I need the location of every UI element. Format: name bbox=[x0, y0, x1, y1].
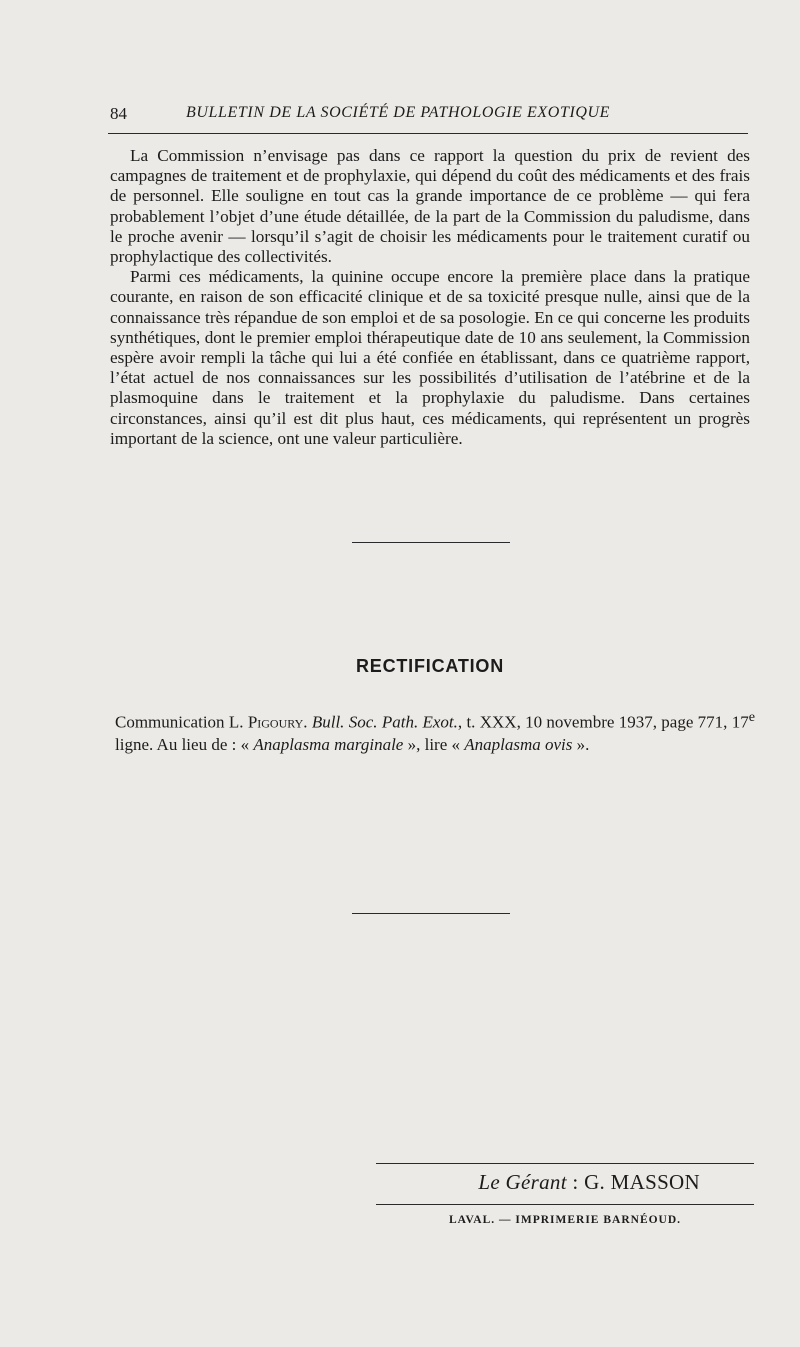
author-period: . bbox=[303, 712, 308, 732]
correction-end: ». bbox=[572, 735, 590, 755]
page-header bbox=[110, 100, 750, 130]
gerant-line bbox=[376, 1170, 700, 1195]
gerant-label: Le Gérant bbox=[478, 1170, 567, 1194]
body-text bbox=[110, 146, 750, 449]
footer-rule-bottom bbox=[376, 1204, 754, 1205]
gerant-separator: : bbox=[566, 1170, 585, 1194]
section-divider bbox=[352, 542, 510, 543]
right-term: Anaplasma ovis bbox=[464, 735, 573, 755]
printer-imprint: LAVAL. — IMPRIMERIE BARNÉOUD. bbox=[448, 1214, 682, 1226]
paragraph: La Commission n’envisage pas dans ce rapport la question du prix de revient des campagnes de traitement et de prophylaxie, qui dépend du coût des médicaments et des frais de personnel. Elle souligne en tout cas la grande importance de ce problème — qui fera probablement l’objet d’une étude détaillée, de la part de la Commission du paludisme, dans le proche avenir — lorsqu’il s’agit de choisir les médicaments pour le traitement curatif ou prophylactique des collectivités. bbox=[110, 146, 750, 267]
gerant-name: G. MASSON bbox=[584, 1170, 700, 1194]
wrong-term: Anaplasma marginale bbox=[253, 735, 404, 755]
section-heading: RECTIFICATION bbox=[355, 656, 505, 676]
running-head: BULLETIN DE LA SOCIÉTÉ DE PATHOLOGIE EXOTIQUE bbox=[186, 104, 611, 121]
paragraph: Parmi ces médicaments, la quinine occupe encore la première place dans la pratique courante, en raison de son efficacité clinique et de sa toxicité presque nulle, ainsi que de la connaissance très répandue de son emploi et de sa posologie. En ce qui concerne les produits synthétiques, dont le premier emploi thérapeutique date de 10 ans seulement, la Commission espère avoir rempli la tâche qui lui a été confiée en établissant, dans ce quatrième rapport, l’état actuel de nos connaissances sur les possibilités d’utilisation de l’atébrine et de la plasmoquine dans le traitement et la prophylaxie du paludisme. Dans certaines circonstances, ainsi qu’il est dit plus haut, ces médicaments, qui représentent un progrès important de la science, ont une valeur particulière. bbox=[110, 267, 750, 448]
journal-title: Bull. Soc. Path. Exot. bbox=[311, 712, 458, 732]
rectification-text bbox=[115, 706, 755, 757]
header-rule bbox=[108, 133, 748, 134]
section-divider bbox=[352, 913, 510, 914]
citation-details: , t. XXX, 10 novembre 1937, page 771, 17 bbox=[457, 712, 749, 732]
footer-rule-top bbox=[376, 1163, 754, 1164]
ordinal-superscript: e bbox=[748, 709, 756, 725]
correction-text: ligne. Au lieu de : « bbox=[115, 735, 254, 755]
rectification-lead: Communication L. bbox=[115, 712, 244, 732]
page-number: 84 bbox=[110, 104, 127, 123]
author-name: Pigoury bbox=[247, 712, 304, 732]
correction-middle: », lire « bbox=[403, 735, 465, 755]
